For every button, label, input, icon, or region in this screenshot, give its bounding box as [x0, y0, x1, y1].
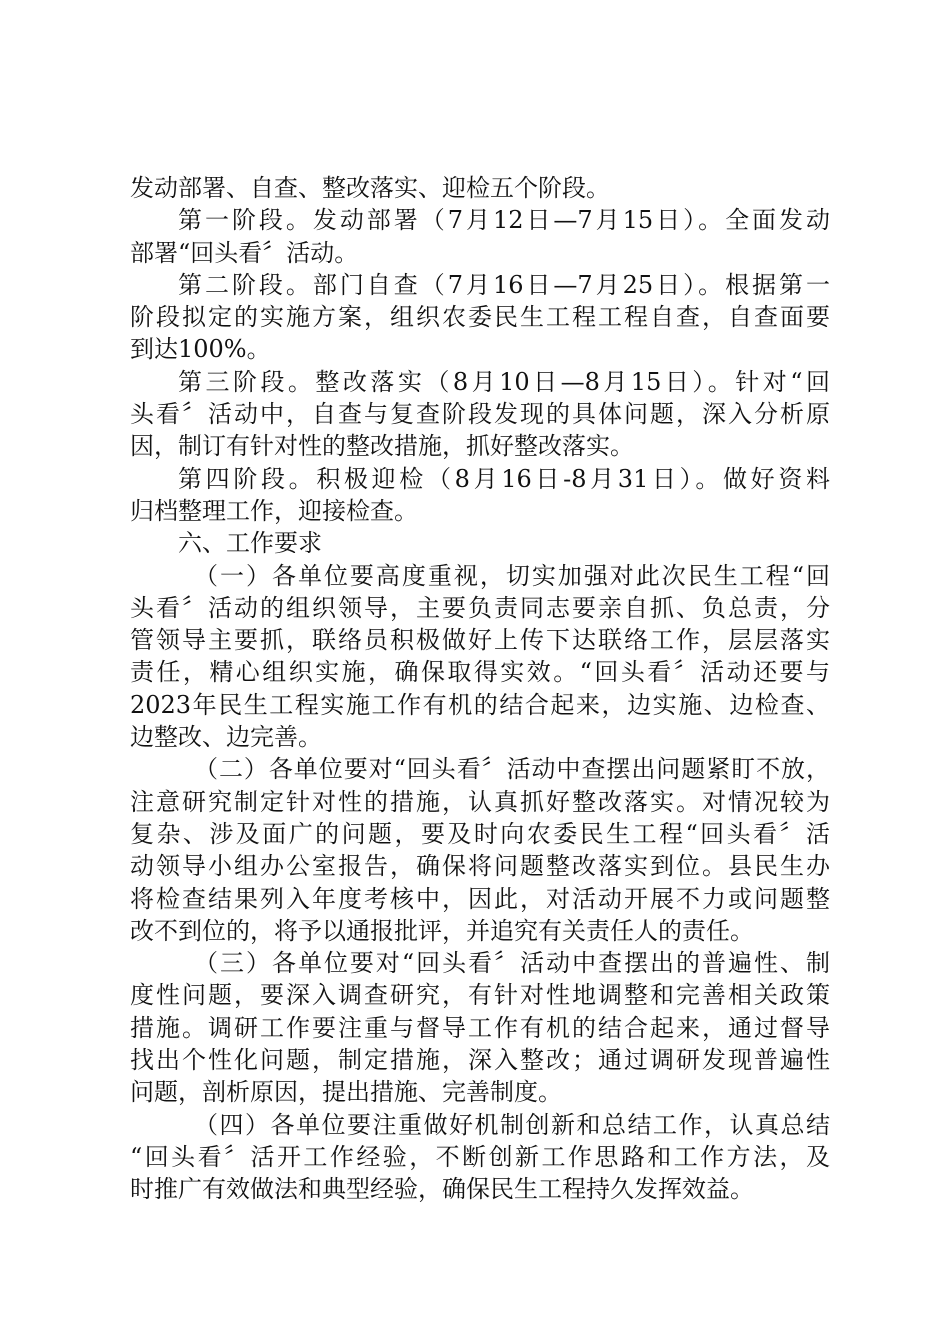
text-line: 阶段拟定的实施方案，组织农委民生工程工程自查，自查面要: [130, 303, 830, 332]
text-line: 头看〞活动的组织领导，主要负责同志要亲自抓、负总责，分: [130, 593, 830, 622]
text-line: 管领导主要抓，联络员积极做好上传下达联络工作，层层落实: [130, 626, 830, 655]
text-line: 归档整理工作，迎接检查。: [130, 496, 418, 525]
text-line: 第一阶段。发动部署（7月12日—7月15日）。全面发动: [178, 206, 830, 235]
text-line: “回头看〞活开工作经验，不断创新工作思路和工作方法，及: [130, 1142, 830, 1171]
text-line: 边整改、边完善。: [130, 723, 322, 752]
text-line: 措施。调研工作要注重与督导工作有机的结合起来，通过督导: [130, 1013, 830, 1042]
body-text: [130, 172, 830, 1206]
text-line: 第三阶段。整改落实（8月10日—8月15日）。针对“回: [178, 367, 830, 396]
text-line: 责任，精心组织实施，确保取得实效。“回头看〞活动还要与: [130, 658, 830, 687]
text-line: （四）各单位要注重做好机制创新和总结工作，认真总结: [194, 1110, 830, 1139]
text-line: 2023年民生工程实施工作有机的结合起来，边实施、边检查、: [130, 690, 830, 719]
text-line: 找出个性化问题，制定措施，深入整改；通过调研发现普遍性: [130, 1046, 830, 1075]
text-line: 因，制订有针对性的整改措施，抓好整改落实。: [130, 432, 634, 461]
text-line: 部署“回头看〞活动。: [130, 238, 359, 267]
text-line: （三）各单位要对“回头看〞活动中查摆出的普遍性、制: [194, 949, 830, 978]
text-line: 注意研究制定针对性的措施，认真抓好整改落实。对情况较为: [130, 787, 830, 816]
text-line: 发动部署、自查、整改落实、迎检五个阶段。: [130, 174, 610, 202]
text-line: 动领导小组办公室报告，确保将问题整改落实到位。县民生办: [130, 852, 830, 881]
text-line: 度性问题，要深入调查研究，有针对性地调整和完善相关政策: [130, 981, 830, 1010]
text-line: （一）各单位要高度重视，切实加强对此次民生工程“回: [194, 561, 830, 590]
section-heading: 六、工作要求: [178, 529, 322, 558]
text-line: 头看〞活动中，自查与复查阶段发现的具体问题，深入分析原: [130, 400, 830, 429]
text-line: 第四阶段。积极迎检（8月16日-8月31日）。做好资料: [178, 464, 830, 493]
text-line: 时推广有效做法和典型经验，确保民生工程持久发挥效益。: [130, 1175, 754, 1204]
text-line: （二）各单位要对“回头看〞活动中查摆出问题紧盯不放，: [194, 755, 830, 784]
text-line: 将检查结果列入年度考核中，因此，对活动开展不力或问题整: [130, 884, 830, 913]
text-line: 问题，剖析原因，提出措施、完善制度。: [130, 1078, 562, 1107]
text-line: 到达100%。: [130, 335, 271, 364]
text-line: 改不到位的，将予以通报批评，并追究有关责任人的责任。: [130, 916, 754, 945]
text-line: 复杂、涉及面广的问题，要及时向农委民生工程“回头看〞活: [130, 819, 830, 848]
text-line: 第二阶段。部门自查（7月16日—7月25日）。根据第一: [178, 270, 830, 299]
